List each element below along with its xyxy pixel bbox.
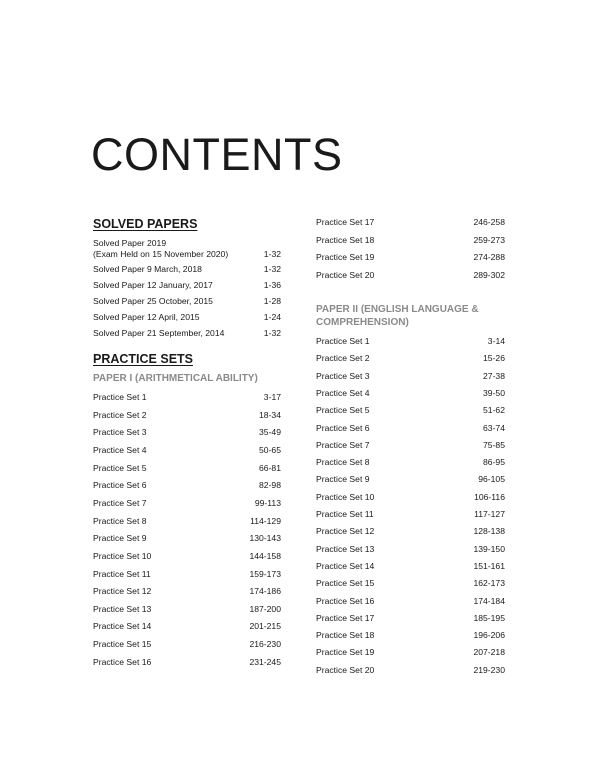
toc-entry-pages: 1-24: [263, 312, 281, 322]
toc-entry-label: Practice Set 12: [93, 586, 152, 597]
toc-entry-label: Practice Set 2: [316, 353, 370, 364]
toc-entry-pages: 66-81: [259, 462, 281, 473]
toc-entry-pages: 196-206: [473, 630, 505, 641]
toc-entry[interactable]: [316, 215, 505, 229]
toc-entry-pages: 75-85: [483, 439, 505, 450]
toc-entry-label: Practice Set 16: [316, 595, 375, 606]
toc-entry-pages: 96-105: [478, 474, 505, 485]
toc-entry[interactable]: [316, 507, 505, 521]
solved-papers-heading: SOLVED PAPERS: [93, 217, 198, 231]
toc-entry[interactable]: [93, 655, 281, 669]
toc-entry[interactable]: [93, 478, 281, 492]
toc-entry[interactable]: [93, 408, 281, 422]
toc-entry[interactable]: [316, 628, 505, 642]
toc-entry-label: Solved Paper 12 January, 2017: [93, 280, 213, 290]
toc-entry-label: Solved Paper 12 April, 2015: [93, 312, 200, 322]
toc-entry-label: Solved Paper 21 September, 2014: [93, 328, 225, 338]
toc-entry-pages: 216-230: [249, 639, 281, 650]
toc-entry-pages: 1-28: [263, 296, 281, 306]
toc-entry[interactable]: [316, 403, 505, 417]
toc-entry[interactable]: [93, 326, 281, 340]
toc-entry-label: Practice Set 9: [93, 533, 147, 544]
toc-entry-label: Practice Set 19: [316, 252, 375, 262]
toc-entry-pages: 130-143: [249, 533, 281, 544]
toc-entry[interactable]: [316, 386, 505, 400]
toc-entry[interactable]: [93, 425, 281, 439]
toc-entry-label: Practice Set 11: [93, 568, 151, 579]
toc-entry-label: Practice Set 10: [93, 550, 152, 561]
toc-entry-pages: 114-129: [250, 515, 281, 526]
toc-entry-label: Practice Set 13: [93, 603, 152, 614]
practice-sets-heading: PRACTICE SETS: [93, 352, 194, 366]
toc-entry-label: Practice Set 16: [93, 656, 152, 667]
toc-entry-label: Practice Set 18: [316, 234, 375, 245]
toc-entry-pages: 3-17: [263, 392, 281, 402]
toc-entry-pages: 1-32: [263, 264, 281, 274]
toc-entry[interactable]: [93, 496, 281, 510]
toc-entry-pages: 51-62: [483, 405, 505, 416]
toc-entry-pages: 185-195: [473, 612, 505, 623]
toc-entry-label: Practice Set 4: [93, 444, 147, 455]
toc-entry-pages: 187-200: [249, 603, 281, 614]
toc-entry-pages: 63-74: [483, 422, 505, 433]
toc-entry-label: Practice Set 4: [316, 387, 370, 398]
toc-entry[interactable]: [316, 421, 505, 435]
toc-entry-label: Practice Set 9: [316, 474, 370, 485]
toc-entry-label: Practice Set 8: [93, 515, 147, 526]
toc-entry-pages: 289-302: [473, 269, 505, 280]
toc-entry[interactable]: [316, 250, 505, 264]
toc-entry-label: Practice Set 2: [93, 409, 147, 420]
toc-entry-pages: 82-98: [259, 480, 281, 491]
toc-entry[interactable]: [93, 278, 281, 292]
toc-entry-label: Practice Set 11: [316, 509, 374, 519]
toc-entry-pages: 128-138: [473, 526, 505, 537]
toc-entry-pages: 1-32: [263, 249, 281, 259]
toc-entry-label: Practice Set 12: [316, 526, 375, 537]
toc-entry-label: Practice Set 20: [316, 269, 375, 280]
toc-entry[interactable]: [93, 584, 281, 598]
toc-entry-label: Practice Set 8: [316, 457, 370, 468]
toc-entry-pages: 219-230: [473, 664, 505, 675]
toc-entry-label: Practice Set 3: [316, 370, 370, 381]
toc-entry[interactable]: [93, 567, 281, 581]
toc-entry-pages: 174-184: [473, 595, 505, 606]
toc-entry-pages: 50-65: [259, 444, 281, 455]
paper1-heading: PAPER I (ARITHMETICAL ABILITY): [93, 373, 258, 384]
toc-entry-label: Practice Set 18: [316, 630, 375, 641]
toc-entry[interactable]: [93, 531, 281, 545]
toc-entry[interactable]: [316, 663, 505, 677]
toc-entry-label: Practice Set 15: [93, 639, 152, 650]
toc-entry-pages: 259-273: [473, 234, 505, 245]
toc-entry[interactable]: [316, 472, 505, 486]
toc-entry[interactable]: [316, 611, 505, 625]
paper2-heading: [316, 303, 479, 329]
toc-entry[interactable]: [316, 524, 505, 538]
paper2-heading-line1: PAPER II (ENGLISH LANGUAGE &: [316, 304, 479, 315]
toc-entry[interactable]: [316, 233, 505, 247]
toc-entry-label: Practice Set 20: [316, 664, 375, 675]
toc-entry-pages: 162-173: [473, 578, 505, 589]
toc-entry-pages: 139-150: [473, 543, 505, 554]
toc-entry[interactable]: [93, 461, 281, 475]
toc-entry-pages: 15-26: [483, 353, 505, 364]
toc-entry-pages: 144-158: [249, 550, 281, 561]
toc-entry[interactable]: [316, 334, 505, 348]
page-title: CONTENTS: [91, 129, 343, 180]
toc-entry[interactable]: [316, 351, 505, 365]
toc-entry-label: Practice Set 1: [316, 336, 370, 346]
toc-entry[interactable]: [93, 549, 281, 563]
toc-entry-pages: 1-32: [263, 328, 281, 338]
toc-entry-label: Solved Paper 2019: [93, 238, 167, 248]
toc-entry[interactable]: [93, 514, 281, 528]
toc-entry-pages: 117-127: [474, 509, 505, 519]
toc-entry[interactable]: [93, 443, 281, 457]
toc-entry-pages: 3-14: [487, 336, 505, 346]
toc-entry[interactable]: [316, 455, 505, 469]
toc-entry-pages: 1-36: [263, 280, 281, 290]
toc-entry-pages: 201-215: [249, 621, 281, 632]
toc-entry-pages: 207-218: [473, 647, 505, 658]
toc-entry-label: Solved Paper 25 October, 2015: [93, 296, 213, 306]
toc-entry[interactable]: [316, 576, 505, 590]
toc-entry[interactable]: [316, 438, 505, 452]
toc-entry-label: Solved Paper 9 March, 2018: [93, 264, 202, 274]
toc-entry[interactable]: [93, 637, 281, 651]
toc-entry[interactable]: [93, 602, 281, 616]
toc-entry-label: Practice Set 15: [316, 578, 375, 589]
toc-entry[interactable]: [316, 594, 505, 608]
toc-entry-label: Practice Set 6: [93, 480, 147, 491]
toc-entry-pages: 159-173: [249, 568, 281, 579]
toc-entry-label: Practice Set 13: [316, 543, 375, 554]
toc-entry[interactable]: [316, 645, 505, 659]
toc-entry-label: Practice Set 17: [316, 612, 375, 623]
toc-entry-pages: 27-38: [483, 370, 505, 381]
toc-entry[interactable]: [316, 490, 505, 504]
toc-entry-label-continued: (Exam Held on 15 November 2020): [93, 249, 229, 259]
toc-entry[interactable]: [316, 369, 505, 383]
toc-entry[interactable]: [93, 238, 281, 260]
toc-entry-label: Practice Set 6: [316, 422, 370, 433]
toc-entry-label: Practice Set 5: [316, 405, 370, 416]
toc-entry-pages: 274-288: [473, 252, 505, 262]
toc-entry-label: Practice Set 10: [316, 491, 375, 502]
paper2-heading-line2: COMPREHENSION): [316, 317, 409, 328]
toc-entry-label: Practice Set 19: [316, 647, 375, 658]
toc-entry[interactable]: [93, 262, 281, 276]
toc-entry-pages: 35-49: [259, 427, 281, 438]
toc-entry-pages: 86-95: [483, 457, 505, 468]
toc-entry-pages: 18-34: [259, 409, 281, 420]
toc-entry-pages: 231-245: [249, 656, 281, 667]
toc-entry-label: Practice Set 7: [316, 439, 370, 450]
toc-entry-label: Practice Set 14: [93, 621, 152, 632]
toc-entry[interactable]: [93, 619, 281, 633]
toc-entry[interactable]: [316, 559, 505, 573]
toc-entry-label: Practice Set 1: [93, 392, 147, 402]
toc-entry-label: Practice Set 7: [93, 497, 147, 508]
toc-entry-label: Practice Set 14: [316, 560, 375, 571]
toc-entry[interactable]: [93, 294, 281, 308]
toc-entry[interactable]: [93, 390, 281, 404]
toc-entry-label: Practice Set 17: [316, 217, 375, 227]
toc-entry-pages: 39-50: [483, 387, 505, 398]
toc-entry-pages: 99-113: [254, 497, 281, 508]
toc-entry-pages: 246-258: [473, 217, 505, 227]
toc-entry[interactable]: [316, 542, 505, 556]
toc-entry-pages: 151-161: [473, 560, 505, 571]
toc-entry-pages: 174-186: [249, 586, 281, 597]
toc-entry-label: Practice Set 3: [93, 427, 147, 438]
toc-entry-label: Practice Set 5: [93, 462, 147, 473]
toc-entry-pages: 106-116: [474, 491, 505, 502]
toc-entry[interactable]: [93, 310, 281, 324]
toc-entry[interactable]: [316, 268, 505, 282]
